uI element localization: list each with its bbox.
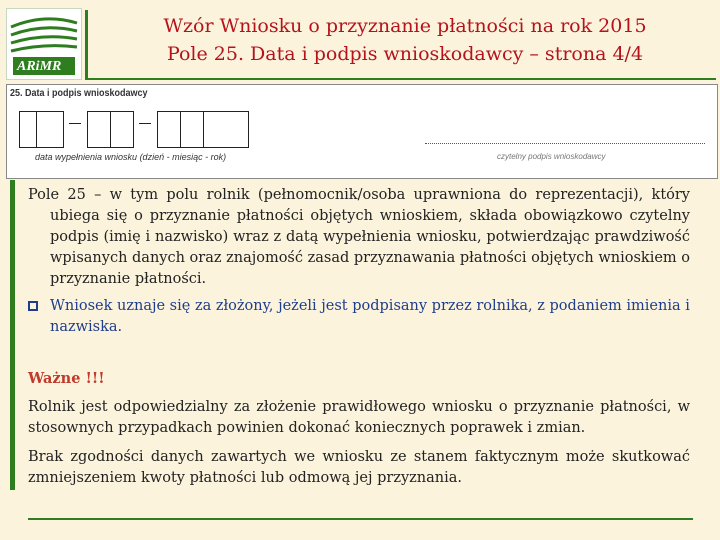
form-excerpt <box>6 84 718 179</box>
main-content <box>28 185 690 489</box>
intro-paragraph: Pole 25 – w tym polu rolnik (pełnomocnik/osoba uprawniona do reprezentacji), który ubiega się o przyznanie płatności objętych wnioskiem, składa obowiązkowo czytelny podpis (imię i nazwisko) wraz z datą wypełnienia wniosku, potwierdzając prawdziwość wpisanych danych oraz znajomość zasad przyznawania płatności objętych wnioskiem o przyznanie płatności. <box>28 187 690 287</box>
bullet-item <box>28 296 690 338</box>
checkbox-bullet-icon <box>28 296 50 338</box>
day-box-2 <box>36 111 64 148</box>
date-caption: data wypełnienia wniosku (dzień - miesiąc - rok) <box>35 152 227 162</box>
important-paragraph-1: Rolnik jest odpowiedzialny za złożenie prawidłowego wniosku o przyznanie płatności, w stosownych przypadkach powinien dokonać koniecznych poprawek i zmian. <box>28 399 690 436</box>
month-box-2 <box>110 111 134 148</box>
form-section-label: 25. Data i podpis wnioskodawcy <box>10 88 148 99</box>
footer-line <box>28 518 693 520</box>
important-paragraph-2: Brak zgodności danych zawartych we wniosku ze stanem faktycznym może skutkować zmniejszeniem kwoty płatności lub odmową jej przyznania. <box>28 449 690 486</box>
date-dash-1 <box>69 123 81 124</box>
date-dash-2 <box>139 123 151 124</box>
left-accent-bar <box>10 180 15 490</box>
year-box-2 <box>180 111 204 148</box>
page-title <box>95 12 715 68</box>
bullet-text: Wniosek uznaje się za złożony, jeżeli jest podpisany przez rolnika, z podaniem imienia i nazwiska. <box>50 298 690 335</box>
month-box-1 <box>87 111 111 148</box>
title-line-2: Pole 25. Data i podpis wnioskodawcy – strona 4/4 <box>166 43 644 65</box>
year-box-1 <box>157 111 181 148</box>
signature-line <box>425 143 705 144</box>
logo-text: ARiMR <box>17 59 62 74</box>
title-line-1: Wzór Wniosku o przyznanie płatności na rok 2015 <box>163 15 647 37</box>
header-underline <box>88 78 716 80</box>
header-vertical-divider <box>85 10 88 80</box>
important-label: Ważne !!! <box>28 370 105 387</box>
year-box-3 <box>203 111 249 148</box>
day-box-1 <box>19 111 37 148</box>
signature-caption: czytelny podpis wnioskodawcy <box>497 152 606 161</box>
arimr-logo <box>6 8 82 80</box>
